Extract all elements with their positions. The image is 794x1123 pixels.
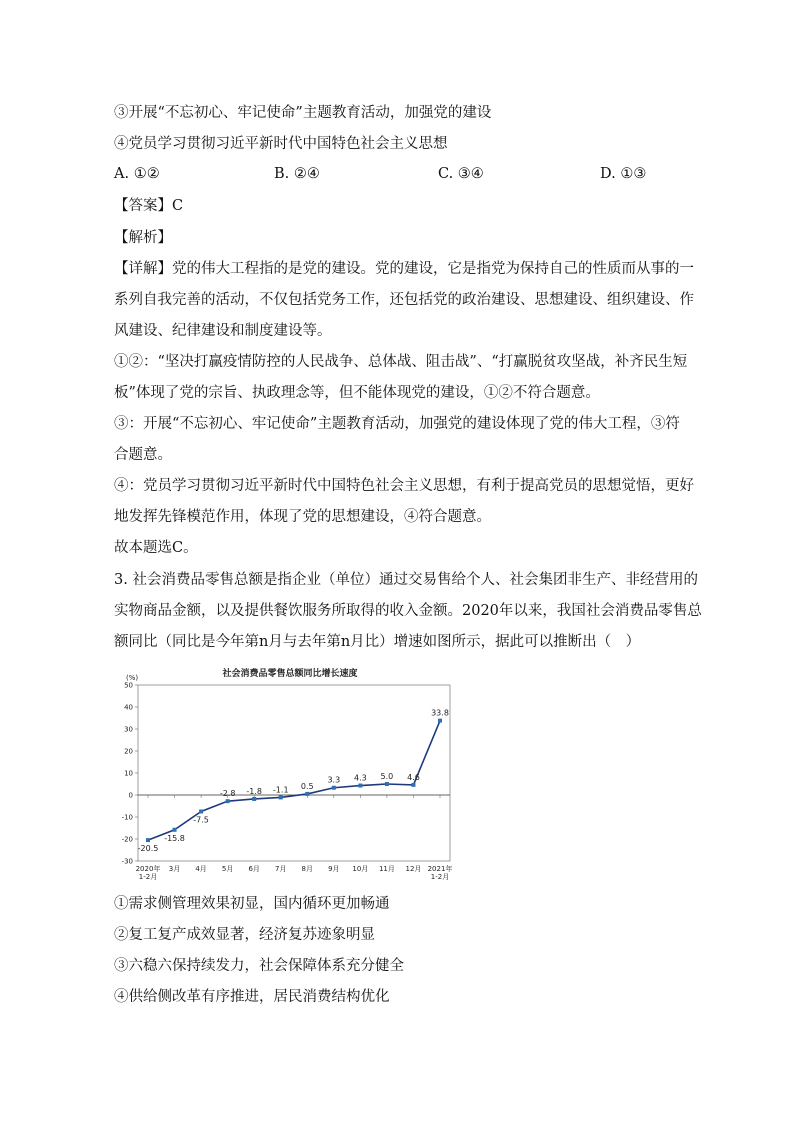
data-point [332,786,336,790]
option-b: B. ②④ [274,166,320,182]
choice-item: ②复工复产成效显著，经济复苏迹象明显 [114,927,375,943]
y-tick-label: -10 [121,813,133,822]
answer-line: 【答案】C [114,198,184,214]
explanation-line: 地发挥先锋模范作用，体现了党的思想建设，④符合题意。 [114,509,491,525]
growth-chart-svg [112,662,460,884]
y-tick-label: 20 [124,747,133,756]
data-label: 0.5 [300,781,314,791]
data-label: 5.0 [380,772,394,781]
x-tick-label: 2020年 [135,865,161,873]
analysis-label: 【解析】 [114,230,172,246]
data-label: -15.8 [164,833,185,843]
x-tick-label: 5月 [221,865,234,873]
data-point [385,782,389,786]
data-point [279,795,283,799]
y-tick-label: 30 [124,725,133,734]
option-c: C. ③④ [438,166,484,182]
data-point [438,719,442,723]
x-tick-label: 10月 [352,865,369,873]
explanation-line: ①②：“坚决打赢疫情防控的人民战争、总体战、阻击战”、“打赢脱贫攻坚战，补齐民生短 [114,354,688,370]
chart-title: 社会消费品零售总额同比增长速度 [222,669,358,679]
choice-item: ④供给侧改革有序推进，居民消费结构优化 [114,989,390,1005]
data-point [199,810,203,814]
explanation-line: 合题意。 [114,447,172,463]
series-line [148,721,440,840]
x-tick-label: 2021年 [427,865,453,873]
data-label: 4.6 [407,772,420,782]
explanation-line: 板”体现了党的宗旨、执政理念等，但不能体现党的建设，①②不符合题意。 [114,385,600,401]
data-label: 33.8 [431,708,449,718]
data-label: -1.8 [246,786,262,796]
x-tick-label: 8月 [301,865,314,873]
explanation-line: 风建设、纪律建设和制度建设等。 [114,323,332,339]
y-tick-label: -30 [121,857,133,866]
x-tick-label: 11月 [378,865,395,873]
x-tick-label: 3月 [168,865,181,873]
question3-line: 3. 社会消费品零售总额是指企业（单位）通过交易售给个人、社会集团非生产、非经营用的 [114,572,698,588]
x-tick-label: 7月 [274,865,287,873]
data-point [411,783,415,787]
x-tick-label: 4月 [195,865,207,873]
data-point [173,828,177,832]
top-item: ③开展“不忘初心、牢记使命”主题教育活动，加强党的建设 [114,105,492,121]
y-tick-label: 40 [124,703,133,712]
data-point [226,799,230,803]
x-tick-label: 6月 [248,865,260,873]
explanation-line: 故本题选C。 [114,540,198,556]
data-label: -2.8 [219,789,236,799]
y-tick-label: 0 [128,791,133,800]
growth-chart [112,662,460,884]
data-label: 4.3 [353,773,367,783]
x-tick-label: 1-2月 [430,873,450,881]
data-point [146,838,150,842]
choice-item: ①需求侧管理效果初显，国内循环更加畅通 [114,896,390,912]
x-tick-label: 1-2月 [138,873,158,881]
y-tick-label: 50 [124,681,133,690]
top-item: ④党员学习贯彻习近平新时代中国特色社会主义思想 [114,136,448,152]
data-point [305,792,309,796]
option-a: A. ①② [114,166,160,182]
data-point [252,797,256,801]
x-tick-label: 9月 [328,865,340,873]
x-tick-label: 12月 [405,865,422,873]
explanation-line: ④：党员学习贯彻习近平新时代中国特色社会主义思想，有利于提高党员的思想觉悟，更好 [114,478,694,494]
explanation-line: 系列自我完善的活动，不仅包括党务工作，还包括党的政治建设、思想建设、组织建设、作 [114,292,694,308]
data-label: -20.5 [137,844,159,854]
y-tick-label: 10 [124,769,133,778]
data-point [358,784,362,788]
question3-line: 实物商品金额，以及提供餐饮服务所取得的收入金额。2020年以来，我国社会消费品零售总 [114,603,702,619]
data-label: -7.5 [193,815,209,825]
question3-line: 额同比（同比是今年第n月与去年第n月比）增速如图所示，据此可以推断出（ ） [114,634,641,650]
option-d: D. ①③ [600,166,647,182]
y-axis-unit: (%) [126,674,139,682]
explanation-line: ③：开展“不忘初心、牢记使命”主题教育活动，加强党的建设体现了党的伟大工程，③符 [114,416,680,432]
choice-item: ③六稳六保持续发力，社会保障体系充分健全 [114,958,404,974]
data-label: 3.3 [327,775,341,785]
y-tick-label: -20 [121,835,133,844]
data-label: -1.1 [272,785,289,795]
explanation-line: 【详解】党的伟大工程指的是党的建设。党的建设，它是指党为保持自己的性质而从事的一 [114,261,694,277]
